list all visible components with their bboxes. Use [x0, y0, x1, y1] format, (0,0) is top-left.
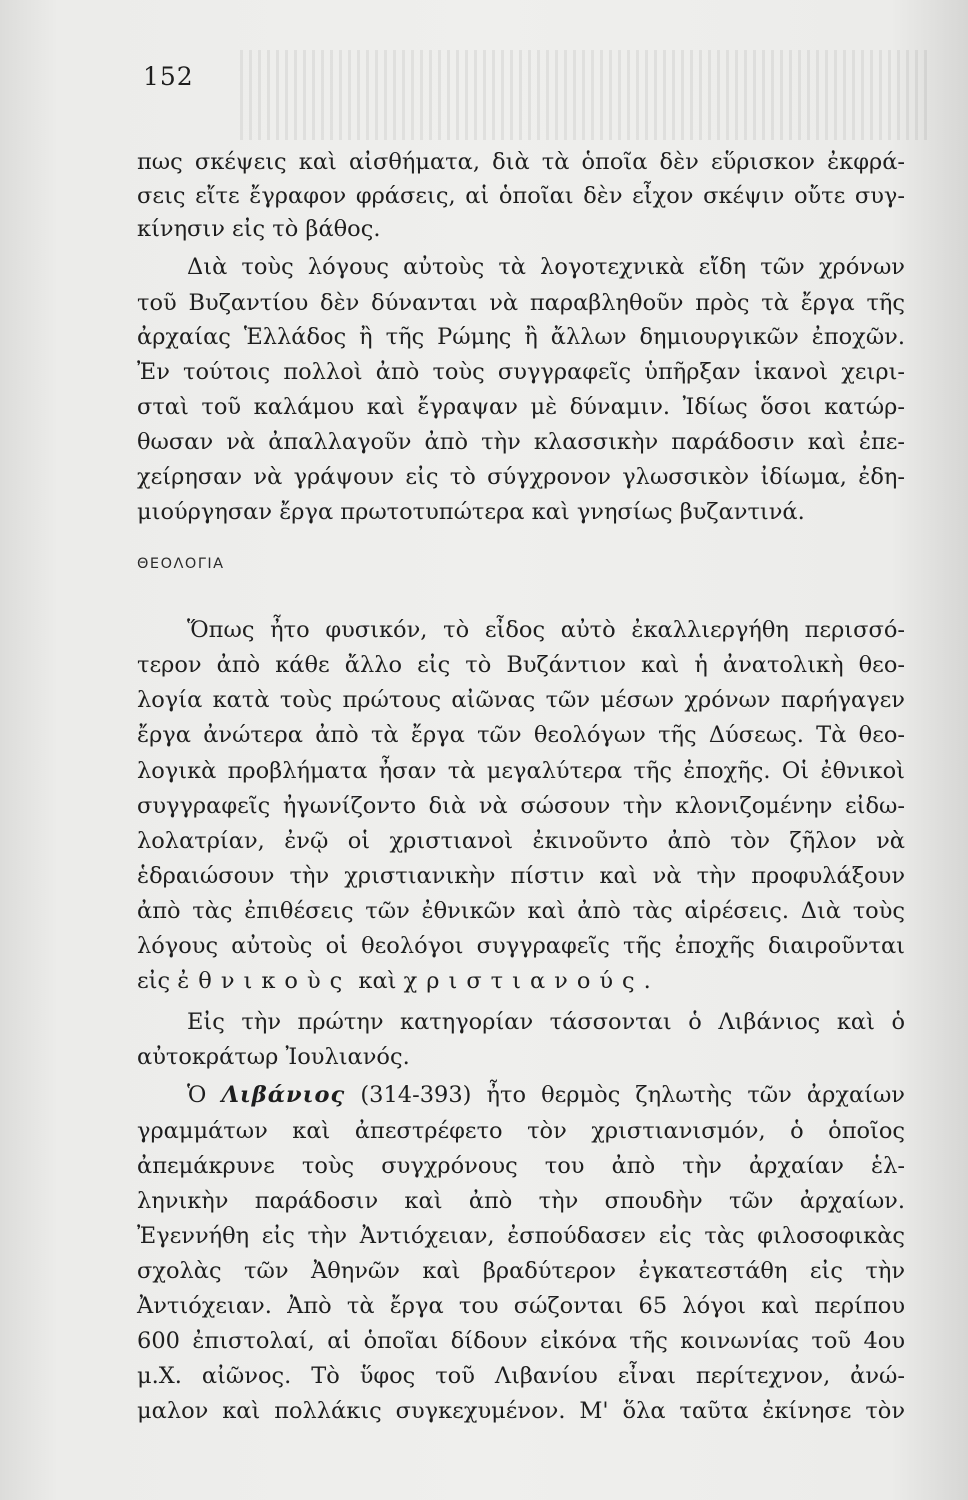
text-line: σχολὰς τῶν Ἀθηνῶν καὶ βραδύτερον ἐγκατεστάθη εἰς τὴν: [137, 1258, 905, 1284]
bold-name: Λιβάνιος: [221, 1082, 346, 1108]
text-run: Ὁ: [187, 1082, 222, 1108]
text-line: λόγους αὐτοὺς οἱ θεολόγοι συγγραφεῖς τῆς ἐποχῆς διαιροῦνται: [137, 933, 905, 959]
text-line: ἀπεμάκρυνε τοὺς συγχρόνους του ἀπὸ τὴν ἀρχαίαν ἑλ-: [137, 1153, 905, 1179]
text-line: λογία κατὰ τοὺς πρώτους αἰῶνας τῶν μέσων χρόνων παρήγαγεν: [137, 687, 905, 713]
text-line: πως σκέψεις καὶ αἰσθήματα, διὰ τὰ ὁποῖα δὲν εὕρισκον ἐκφρά-: [137, 149, 905, 175]
text-line: Διὰ τοὺς λόγους αὐτοὺς τὰ λογοτεχνικὰ εἴδη τῶν χρόνων: [187, 254, 905, 280]
text-line: ἑδραιώσουν τὴν χριστιανικὴν πίστιν καὶ νὰ τὴν προφυλάξουν: [137, 863, 905, 889]
spaced-emphasis: ἐθνικοὺς: [177, 968, 352, 994]
text-line: 600 ἐπιστολαί, αἱ ὁποῖαι δίδουν εἰκόνα τῆς κοινωνίας τοῦ 4ου: [137, 1328, 905, 1354]
text-line: Ἀντιόχειαν. Ἀπὸ τὰ ἔργα του σώζονται 65 λόγοι καὶ περίπου: [137, 1293, 905, 1319]
text-line: ἀρχαίας Ἑλλάδος ἢ τῆς Ρώμης ἢ ἄλλων δημιουργικῶν ἐποχῶν.: [137, 324, 905, 350]
text-run: (314-393) ἦτο θερμὸς ζηλωτὴς τῶν ἀρχαίων: [345, 1082, 905, 1108]
page-number: 152: [143, 62, 194, 91]
text-line: χείρησαν νὰ γράψουν εἰς τὸ σύγχρονον γλωσσικὸν ἰδίωμα, ἐδη-: [137, 464, 905, 490]
text-line: ἔργα ἀνώτερα ἀπὸ τὰ ἔργα τῶν θεολόγων τῆς Δύσεως. Τὰ θεο-: [137, 722, 905, 748]
text-line: λογικὰ προβλήματα ἦσαν τὰ μεγαλύτερα τῆς ἐποχῆς. Οἱ ἐθνικοὶ: [137, 758, 905, 784]
text-line: γραμμάτων καὶ ἀπεστρέφετο τὸν χριστιανισμόν, ὁ ὁποῖος: [137, 1118, 905, 1144]
text-line: Ἐν τούτοις πολλοὶ ἀπὸ τοὺς συγγραφεῖς ὑπῆρξαν ἱκανοὶ χειρι-: [137, 359, 905, 385]
text-line: Ἐγεννήθη εἰς τὴν Ἀντιόχειαν, ἐσπούδασεν εἰς τὰς φιλοσοφικὰς: [137, 1223, 905, 1249]
text-line: μιούργησαν ἔργα πρωτοτυπώτερα καὶ γνησίως βυζαντινά.: [137, 499, 805, 525]
text-line: θωσαν νὰ ἀπαλλαγοῦν ἀπὸ τὴν κλασσικὴν παράδοσιν καὶ ἐπε-: [137, 429, 905, 455]
text-line: [137, 966, 660, 996]
text-line: σεις εἴτε ἔγραφον φράσεις, αἱ ὁποῖαι δὲν εἶχον σκέψιν οὔτε συγ-: [137, 183, 905, 209]
section-heading: ΘΕΟΛΟΓΙΑ: [137, 556, 225, 572]
text-line: μ.Χ. αἰῶνος. Τὸ ὕφος τοῦ Λιβανίου εἶναι περίτεχνον, ἀνώ-: [137, 1363, 905, 1389]
spaced-emphasis: χριστιανούς.: [403, 968, 660, 994]
bleed-through-shadow: [240, 50, 930, 140]
text-line: τοῦ Βυζαντίου δὲν δύνανται νὰ παραβληθοῦν πρὸς τὰ ἔργα τῆς: [137, 290, 905, 316]
text-line: Εἰς τὴν πρώτην κατηγορίαν τάσσονται ὁ Λιβάνιος καὶ ὁ: [187, 1009, 905, 1035]
text-run: εἰς: [137, 968, 178, 994]
text-line: μαλον καὶ πολλάκις συγκεχυμένον. Μ' ὅλα ταῦτα ἐκίνησε τὸν: [137, 1398, 905, 1424]
text-line: τερον ἀπὸ κάθε ἄλλο εἰς τὸ Βυζάντιον καὶ ἡ ἀνατολικὴ θεο-: [137, 652, 905, 678]
text-line: συγγραφεῖς ἠγωνίζοντο διὰ νὰ σώσουν τὴν κλονιζομένην εἰδω-: [137, 793, 905, 819]
text-line: Ὅπως ἦτο φυσικόν, τὸ εἶδος αὐτὸ ἐκαλλιεργήθη περισσό-: [187, 617, 905, 643]
text-line: αὐτοκράτωρ Ἰουλιανός.: [137, 1044, 410, 1070]
text-line: κίνησιν εἰς τὸ βάθος.: [137, 216, 381, 242]
text-line: [187, 1080, 905, 1110]
text-run: καὶ: [351, 968, 404, 994]
text-line: σταὶ τοῦ καλάμου καὶ ἔγραψαν μὲ δύναμιν. Ἰδίως ὅσοι κατώρ-: [137, 394, 905, 420]
text-line: ἀπὸ τὰς ἐπιθέσεις τῶν ἐθνικῶν καὶ ἀπὸ τὰς αἱρέσεις. Διὰ τοὺς: [137, 898, 905, 924]
text-line: λολατρίαν, ἐνῷ οἱ χριστιανοὶ ἐκινοῦντο ἀπὸ τὸν ζῆλον νὰ: [137, 828, 905, 854]
text-line: ληνικὴν παράδοσιν καὶ ἀπὸ τὴν σπουδὴν τῶν ἀρχαίων.: [137, 1188, 905, 1214]
